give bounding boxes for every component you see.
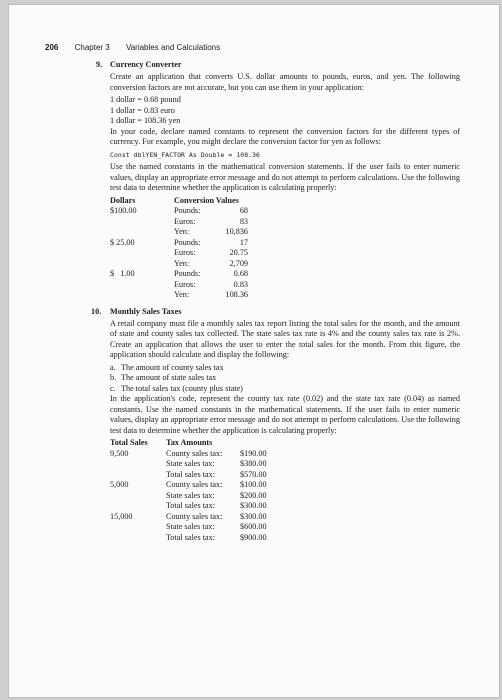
dollars-cell <box>110 227 174 238</box>
table-row <box>110 491 286 502</box>
list-marker: a. <box>110 362 116 372</box>
converted-value-cell: 20.75 <box>229 248 248 257</box>
tax-amount-cell: $900.00 <box>240 532 267 542</box>
factor-line: 1 dollar = 0.83 euro <box>110 105 175 115</box>
dollars-cell <box>110 217 174 228</box>
total-sales-cell <box>110 533 166 544</box>
currency-label-cell: Pounds: <box>174 269 201 278</box>
table-header-row <box>110 196 248 207</box>
currency-label-cell: Pounds: <box>174 206 201 215</box>
table-row <box>110 248 248 259</box>
table-row <box>110 449 286 460</box>
factor-line: 1 dollar = 108.36 yen <box>110 116 181 125</box>
list-item <box>110 373 460 384</box>
exercise-9-title <box>96 60 460 72</box>
currency-label-cell: Yen: <box>174 258 190 268</box>
code-sample: Const dblYEN_FACTOR As Double = 108.36 <box>110 150 261 159</box>
currency-label-cell: Euros: <box>174 216 196 226</box>
converted-value-cell: 10,836 <box>225 227 248 236</box>
converted-value-cell: 108.36 <box>225 290 248 299</box>
table-row <box>110 259 248 270</box>
exercise-10-intro: A retail company must file a monthly sales tax report listing the total sales for the month, and the amount of state and county sales tax collected. The state sales tax rate is 4% and the county sales tax rate is 2%. Create an application that allows the user to enter the total sales for the month. From this figure, the application should calculate and display the following: <box>110 318 460 359</box>
tax-label-cell: State sales tax: <box>166 490 215 500</box>
converted-value-cell: 0.68 <box>233 269 248 278</box>
tax-label-cell: Total sales tax: <box>166 469 215 479</box>
tax-amount-cell: $570.00 <box>240 469 267 479</box>
list-marker: c. <box>110 383 116 393</box>
list-item-text: The total sales tax (county plus state) <box>121 383 243 393</box>
dollars-cell <box>110 280 174 291</box>
tax-amount-cell: $200.00 <box>240 490 267 500</box>
total-sales-cell <box>110 470 166 481</box>
list-item-text: The amount of state sales tax <box>121 373 217 382</box>
column-header-dollars: Dollars <box>110 195 136 205</box>
conversion-factors <box>110 95 460 127</box>
dollars-cell <box>110 259 174 270</box>
converted-value-cell: 17 <box>239 237 248 247</box>
tax-label-cell: Total sales tax: <box>166 532 215 542</box>
total-sales-cell <box>110 491 166 502</box>
column-header-total-sales: Total Sales <box>110 438 148 447</box>
column-header-tax-amounts: Tax Amounts <box>166 438 213 447</box>
table-row <box>110 522 286 533</box>
tax-label-cell: County sales tax: <box>166 480 223 489</box>
table-row <box>110 480 286 491</box>
total-sales-cell <box>110 459 166 470</box>
sales-tax-test-table <box>110 438 286 543</box>
total-sales-cell: 15,000 <box>110 511 133 521</box>
list-marker: b. <box>110 373 117 382</box>
table-row <box>110 206 248 217</box>
table-row <box>110 533 286 544</box>
tax-label-cell: Total sales tax: <box>166 501 215 510</box>
dollars-cell: $ 25.00 <box>110 237 135 247</box>
calculation-list <box>110 363 460 395</box>
list-item-text: The amount of county sales tax <box>121 362 224 372</box>
currency-label-cell: Euros: <box>174 279 196 289</box>
list-item <box>110 363 460 374</box>
exercise-10-para-2: In the application's code, represent the county tax rate (0.02) and the state tax rate (0.04) as named constants. Use the named constants in the mathematical statements. If the user fails to enter numeric values, display an appropriate error message and do not attempt to perform calculations. Use the following test data to determine whether the application is calculating properly: <box>110 394 460 435</box>
table-row <box>110 459 286 470</box>
table-row <box>110 269 248 280</box>
table-row <box>110 512 286 523</box>
tax-label-cell: County sales tax: <box>166 511 223 521</box>
total-sales-cell <box>110 501 166 512</box>
tax-amount-cell: $300.00 <box>240 511 267 521</box>
factor-line: 1 dollar = 0.68 pound <box>110 95 181 104</box>
dollars-cell: $100.00 <box>110 206 137 215</box>
exercise-10-heading: Monthly Sales Taxes <box>110 306 182 316</box>
converted-value-cell: 68 <box>239 206 248 215</box>
table-header-row <box>110 438 286 449</box>
dollars-cell: $ 1.00 <box>110 269 135 278</box>
chapter-label: Chapter 3 <box>74 43 110 52</box>
currency-label-cell: Yen: <box>174 227 190 236</box>
running-header <box>45 42 220 54</box>
table-row <box>110 217 248 228</box>
tax-amount-cell: $600.00 <box>240 522 267 531</box>
exercise-9-intro: Create an application that converts U.S. dollar amounts to pounds, euros, and yen. The following conversion factors are not accurate, but you can use them in your application: <box>110 72 460 92</box>
tax-amount-cell: $300.00 <box>240 501 267 510</box>
column-header-conversion-values: Conversion Values <box>174 195 239 205</box>
currency-label-cell: Euros: <box>174 248 196 257</box>
exercise-10-number: 10. <box>91 306 102 316</box>
dollars-cell <box>110 290 174 301</box>
converted-value-cell: 0.83 <box>233 279 248 289</box>
currency-label-cell: Yen: <box>174 290 190 299</box>
exercise-9-heading: Currency Converter <box>110 60 182 69</box>
converted-value-cell: 83 <box>239 216 248 226</box>
exercise-9-para-3: Use the named constants in the mathematical conversion statements. If the user fails to enter numeric values, display an appropriate error message and do not attempt to perform calculations. Use the following test data to determine whether the application is calculating properly: <box>110 162 460 192</box>
exercise-9-para-2: In your code, declare named constants to represent the conversion factors for the different types of currency. For example, you might declare the conversion factor for yen as follows: <box>110 126 460 146</box>
table-row <box>110 227 248 238</box>
page-content <box>91 60 460 543</box>
dollars-cell <box>110 248 174 259</box>
exercise-9-number: 9. <box>96 60 103 69</box>
conversion-test-table <box>110 196 248 301</box>
tax-amount-cell: $190.00 <box>240 448 267 458</box>
table-row <box>110 290 248 301</box>
total-sales-cell <box>110 522 166 533</box>
converted-value-cell: 2,709 <box>229 258 248 268</box>
exercise-10-title <box>91 306 460 319</box>
table-row <box>110 501 286 512</box>
total-sales-cell: 9,500 <box>110 448 129 458</box>
tax-label-cell: State sales tax: <box>166 459 215 468</box>
list-item <box>110 384 460 395</box>
total-sales-cell: 5,000 <box>110 480 129 489</box>
table-row <box>110 238 248 249</box>
table-row <box>110 280 248 291</box>
table-row <box>110 470 286 481</box>
tax-label-cell: State sales tax: <box>166 522 215 531</box>
page-number: 206 <box>45 43 59 52</box>
section-label: Variables and Calculations <box>125 43 221 52</box>
tax-label-cell: County sales tax: <box>166 448 223 458</box>
tax-amount-cell: $380.00 <box>240 459 267 468</box>
tax-amount-cell: $100.00 <box>240 480 267 489</box>
currency-label-cell: Pounds: <box>174 237 201 247</box>
